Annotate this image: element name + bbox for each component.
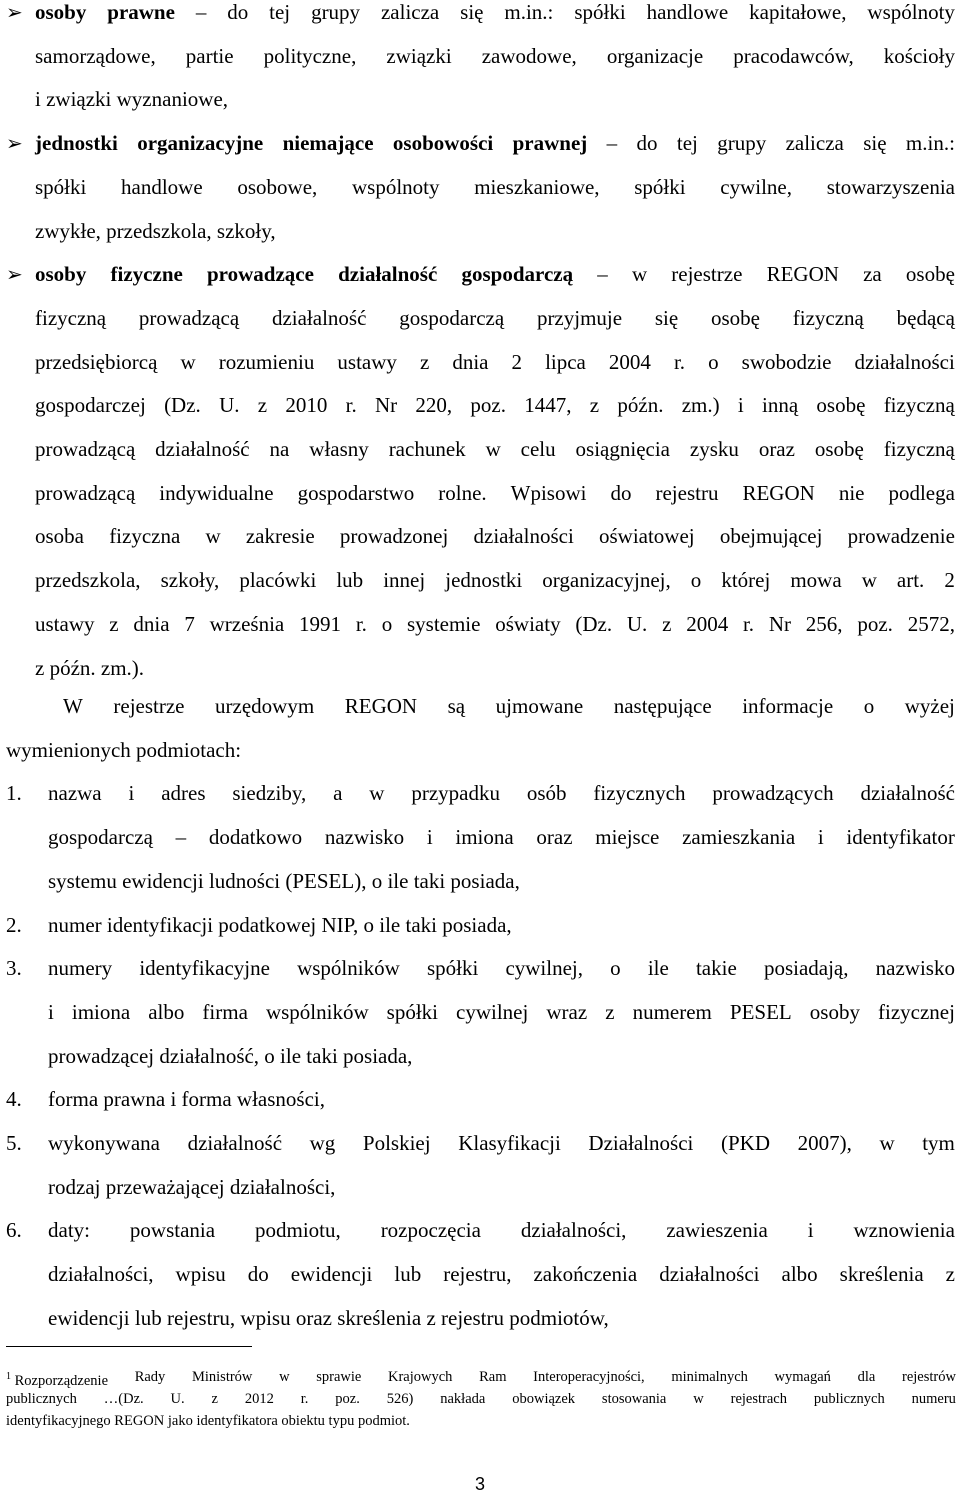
bullet-3-line: osoba fizyczna w zakresie prowadzonej działalności oświatowej obejmującej prowadzenie [35,524,955,549]
bullet-1-line: i związki wyznaniowe, [35,87,229,112]
list-item-6-line: działalności, wpisu do ewidencji lub rejestru, zakończenia działalności albo skreślenia z [48,1262,955,1287]
list-item-number: 6. [6,1218,22,1243]
list-item-1-line: nazwa i adres siedziby, a w przypadku osób fizycznych prowadzących działalność [48,781,955,806]
bullet-1-line: samorządowe, partie polityczne, związki zawodowe, organizacje pracodawców, kościoły [35,43,955,68]
list-item-3-line: i imiona albo firma wspólników spółki cywilnej wraz z numerem PESEL osoby fizycznej [48,999,955,1024]
list-item-6-line: ewidencji lub rejestru, wpisu oraz skreślenia z rejestru podmiotów, [48,1305,609,1330]
bullet-3-line: z późn. zm.). [35,655,145,680]
list-item-1-line: systemu ewidencji ludności (PESEL), o ile taki posiada, [48,868,520,893]
list-item-3-line: prowadzącej działalność, o ile taki posiada, [48,1043,413,1068]
bullet-3-line: prowadzącą indywidualne gospodarstwo rolne. Wpisowi do rejestru REGON nie podlega [35,480,955,505]
bullet-1-line: osoby prawne – do tej grupy zalicza się m.in.: spółki handlowe kapitałowe, wspólnoty [35,0,955,24]
bullet-2-line: jednostki organizacyjne niemające osobowości prawnej – do tej grupy zalicza się m.in.: [35,131,955,156]
bullet-2-line: zwykłe, przedszkola, szkoły, [35,218,276,243]
list-item-5-line: wykonywana działalność wg Polskiej Klasyfikacji Działalności (PKD 2007), w tym [48,1131,955,1155]
page-number: 3 [474,1474,485,1494]
bullet-3-line: prowadzącą działalność na własny rachunek w celu osiągnięcia zysku oraz osobę fizyczną [35,437,955,461]
list-item-number: 1. [6,781,22,806]
intro-line: wymienionych podmiotach: [6,737,242,762]
list-item-4-line: forma prawna i forma własności, [48,1087,325,1112]
list-item-6-line: daty: powstania podmiotu, rozpoczęcia działalności, zawieszenia i wznowienia [48,1218,955,1243]
list-item-3-line: numery identyfikacyjne wspólników spółki cywilnej, o ile takie posiadają, nazwisko [48,956,955,981]
list-item-number: 3. [6,956,22,981]
list-item-number: 5. [6,1131,22,1155]
footnote-line: identyfikacyjnego REGON jako identyfikatora obiektu typu podmiot. [6,1413,410,1429]
bullet-3-line: gospodarczej (Dz. U. z 2010 r. Nr 220, poz. 1447, z późn. zm.) i inną osobę fizyczną [35,393,955,418]
bullet-arrow-icon: ➢ [6,131,23,156]
bullet-2-line: spółki handlowe osobowe, wspólnoty mieszkaniowe, spółki cywilne, stowarzyszenia [35,174,955,199]
bullet-arrow-icon: ➢ [6,262,23,287]
bullet-3-line: osoby fizyczne prowadzące działalność gospodarczą – w rejestrze REGON za osobę [35,262,955,287]
bullet-3-line: ustawy z dnia 7 września 1991 r. o systemie oświaty (Dz. U. z 2004 r. Nr 256, poz. 2572, [35,611,955,636]
bullet-arrow-icon: ➢ [6,0,23,24]
list-item-5-line: rodzaj przeważającej działalności, [48,1174,336,1199]
list-item-2-line: numer identyfikacji podatkowej NIP, o ile taki posiada, [48,912,512,937]
footnote-line: publicznych …(Dz. U. z 2012 r. poz. 526) nakłada obowiązek stosowania w rejestrach publicznych numeru [6,1391,956,1407]
footnote-line: $^1$ Rozporządzenie Rady Ministrów w sprawie Krajowych Ram Interoperacyjności, minimalnych wymagań dla rejestrów [6,1369,956,1389]
bullet-3-line: fizyczną prowadzącą działalność gospodarczą przyjmuje się osobę fizyczną będącą [35,305,955,330]
bullet-3-line: przedsiębiorcą w rozumieniu ustawy z dnia 2 lipca 2004 r. o swobodzie działalności [35,349,955,374]
list-item-number: 2. [6,912,22,937]
list-item-number: 4. [6,1087,22,1112]
footnote-separator [6,1346,252,1347]
list-item-1-line: gospodarczą – dodatkowo nazwisko i imiona oraz miejsce zamieszkania i identyfikator [48,825,955,850]
bullet-3-line: przedszkola, szkoły, placówki lub innej jednostki organizacyjnej, o której mowa w art. 2 [35,568,955,593]
footnote-mark: 1 [6,1371,11,1382]
intro-line: W rejestrze urzędowym REGON są ujmowane następujące informacje o wyżej [63,694,955,718]
